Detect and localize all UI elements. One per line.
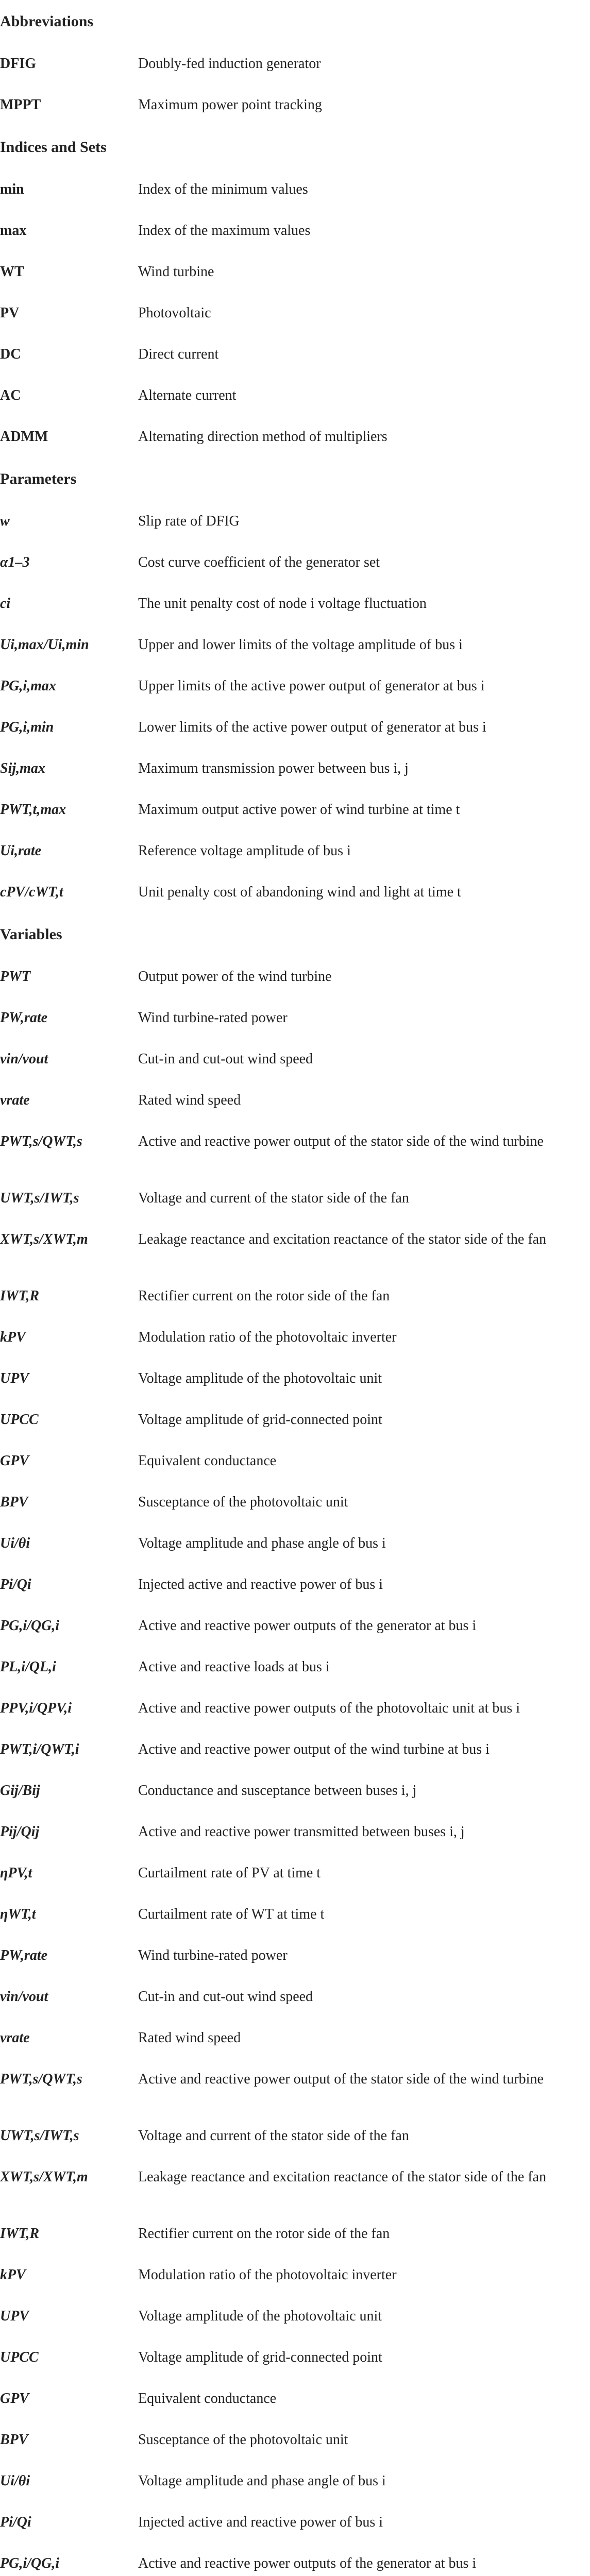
description: Index of the minimum values bbox=[138, 181, 308, 197]
nomenclature-row bbox=[0, 2419, 590, 2461]
symbol: Pij/Qij bbox=[0, 1824, 40, 1840]
description: Active and reactive power output of the stator side of the wind turbine bbox=[138, 1133, 544, 1149]
nomenclature-row bbox=[0, 1564, 590, 1605]
description: Curtailment rate of PV at time t bbox=[138, 1865, 321, 1881]
nomenclature-row bbox=[0, 1219, 590, 1276]
symbol: AC bbox=[0, 387, 21, 403]
description: Susceptance of the photovoltaic unit bbox=[138, 1494, 348, 1510]
description: Upper and lower limits of the voltage amplitude of bus i bbox=[138, 637, 463, 653]
symbol: PPV,i/QPV,i bbox=[0, 1700, 72, 1716]
description: Rated wind speed bbox=[138, 2030, 241, 2046]
description: Active and reactive power outputs of the generator at bus i bbox=[138, 2555, 477, 2571]
nomenclature-row bbox=[0, 2255, 590, 2296]
description: Equivalent conductance bbox=[138, 2391, 277, 2406]
description: Doubly-fed induction generator bbox=[138, 56, 321, 72]
section-heading: Parameters bbox=[0, 470, 77, 487]
nomenclature-section bbox=[0, 0, 590, 126]
description: Wind turbine bbox=[138, 264, 214, 280]
symbol: XWT,s/XWT,m bbox=[0, 1231, 88, 1247]
description: Curtailment rate of WT at time t bbox=[138, 1906, 325, 1922]
nomenclature-row bbox=[0, 375, 590, 416]
symbol: PV bbox=[0, 305, 20, 321]
symbol: XWT,s/XWT,m bbox=[0, 2169, 88, 2185]
symbol: PWT,s/QWT,s bbox=[0, 1133, 82, 1149]
description: Active and reactive power output of the wind turbine at bus i bbox=[138, 1741, 490, 1757]
symbol: cPV/cWT,t bbox=[0, 884, 63, 900]
nomenclature-row bbox=[0, 334, 590, 375]
description: Reference voltage amplitude of bus i bbox=[138, 843, 351, 859]
nomenclature-row bbox=[0, 1399, 590, 1440]
symbol: PG,i/QG,i bbox=[0, 1618, 60, 1634]
symbol: vin/vout bbox=[0, 1989, 48, 2005]
nomenclature-row bbox=[0, 583, 590, 624]
symbol: Ui/θi bbox=[0, 2473, 30, 2489]
description: Modulation ratio of the photovoltaic inverter bbox=[138, 2267, 397, 2283]
symbol: BPV bbox=[0, 2432, 28, 2448]
description: Leakage reactance and excitation reactance of the stator side of the fan bbox=[138, 2169, 547, 2185]
symbol: GPV bbox=[0, 2391, 29, 2406]
description: The unit penalty cost of node i voltage fluctuation bbox=[138, 596, 427, 612]
description: Active and reactive power outputs of the photovoltaic unit at bus i bbox=[138, 1700, 520, 1716]
symbol: min bbox=[0, 181, 24, 197]
description: Maximum output active power of wind turbine at time t bbox=[138, 802, 460, 818]
nomenclature-section bbox=[0, 457, 590, 913]
nomenclature-row bbox=[0, 872, 590, 913]
nomenclature-row bbox=[0, 1935, 590, 1976]
symbol: DC bbox=[0, 346, 21, 362]
nomenclature-row bbox=[0, 2461, 590, 2502]
nomenclature-row bbox=[0, 1276, 590, 1317]
nomenclature-row bbox=[0, 831, 590, 872]
description: Wind turbine-rated power bbox=[138, 1010, 288, 1026]
description: Wind turbine-rated power bbox=[138, 1947, 288, 1963]
symbol: ηWT,t bbox=[0, 1906, 36, 1922]
symbol: PWT,i/QWT,i bbox=[0, 1741, 79, 1757]
symbol: Sij,max bbox=[0, 760, 45, 776]
symbol: IWT,R bbox=[0, 2226, 40, 2242]
description: Cut-in and cut-out wind speed bbox=[138, 1989, 313, 2005]
description: Rectifier current on the rotor side of the fan bbox=[138, 2226, 390, 2242]
nomenclature-row bbox=[0, 2502, 590, 2543]
description: Modulation ratio of the photovoltaic inverter bbox=[138, 1329, 397, 1345]
nomenclature-row bbox=[0, 542, 590, 583]
nomenclature-row bbox=[0, 1605, 590, 1647]
symbol: Ui,rate bbox=[0, 843, 42, 859]
nomenclature-row bbox=[0, 43, 590, 84]
symbol: UWT,s/IWT,s bbox=[0, 2128, 79, 2144]
description: Injected active and reactive power of bus i bbox=[138, 1577, 383, 1592]
description: Upper limits of the active power output of generator at bus i bbox=[138, 678, 485, 694]
symbol: WT bbox=[0, 264, 24, 280]
symbol: Gij/Bij bbox=[0, 1783, 40, 1799]
nomenclature-row bbox=[0, 997, 590, 1039]
nomenclature-row bbox=[0, 707, 590, 748]
nomenclature-row bbox=[0, 748, 590, 789]
symbol: Ui/θi bbox=[0, 1535, 30, 1551]
section-heading: Indices and Sets bbox=[0, 139, 107, 156]
nomenclature-row bbox=[0, 2018, 590, 2059]
description: Photovoltaic bbox=[138, 305, 211, 321]
nomenclature-row bbox=[0, 2337, 590, 2378]
description: Active and reactive loads at bus i bbox=[138, 1659, 330, 1675]
description: Maximum transmission power between bus i, j bbox=[138, 760, 409, 776]
description: Voltage and current of the stator side of the fan bbox=[138, 2128, 409, 2144]
nomenclature-row bbox=[0, 2213, 590, 2255]
nomenclature-row bbox=[0, 2115, 590, 2157]
symbol: vrate bbox=[0, 1092, 30, 1108]
symbol: PG,i/QG,i bbox=[0, 2555, 60, 2571]
nomenclature-row bbox=[0, 1976, 590, 2018]
nomenclature-row bbox=[0, 1647, 590, 1688]
symbol: PG,i,min bbox=[0, 719, 54, 735]
nomenclature-row bbox=[0, 1853, 590, 1894]
section-heading: Variables bbox=[0, 926, 62, 943]
symbol: α1–3 bbox=[0, 554, 30, 570]
description: Equivalent conductance bbox=[138, 1453, 277, 1469]
description: Voltage amplitude of the photovoltaic unit bbox=[138, 1370, 382, 1386]
description: Voltage amplitude of grid-connected point bbox=[138, 2349, 382, 2365]
description: Unit penalty cost of abandoning wind and light at time t bbox=[138, 884, 461, 900]
symbol: PW,rate bbox=[0, 1010, 48, 1026]
symbol: Pi/Qi bbox=[0, 2514, 31, 2530]
nomenclature-row bbox=[0, 210, 590, 251]
nomenclature-section bbox=[0, 913, 590, 2576]
symbol: vin/vout bbox=[0, 1051, 48, 1067]
section-heading: Abbreviations bbox=[0, 13, 94, 30]
nomenclature-row bbox=[0, 1688, 590, 1729]
nomenclature-row bbox=[0, 1358, 590, 1399]
description: Susceptance of the photovoltaic unit bbox=[138, 2432, 348, 2448]
description: Active and reactive power output of the stator side of the wind turbine bbox=[138, 2071, 544, 2087]
nomenclature-row bbox=[0, 293, 590, 334]
symbol: PWT,t,max bbox=[0, 802, 66, 818]
symbol: Pi/Qi bbox=[0, 1577, 31, 1592]
symbol: Ui,max/Ui,min bbox=[0, 637, 89, 653]
nomenclature-row bbox=[0, 624, 590, 666]
nomenclature-row bbox=[0, 169, 590, 210]
description: Rectifier current on the rotor side of the fan bbox=[138, 1288, 390, 1304]
nomenclature-row bbox=[0, 501, 590, 542]
nomenclature-row bbox=[0, 1770, 590, 1811]
description: Cost curve coefficient of the generator set bbox=[138, 554, 380, 570]
nomenclature-row bbox=[0, 1317, 590, 1358]
nomenclature-row bbox=[0, 1121, 590, 1178]
description: Voltage amplitude and phase angle of bus i bbox=[138, 2473, 386, 2489]
nomenclature-row bbox=[0, 251, 590, 293]
nomenclature-row bbox=[0, 1482, 590, 1523]
description: Lower limits of the active power output of generator at bus i bbox=[138, 719, 486, 735]
symbol: PL,i/QL,i bbox=[0, 1659, 56, 1675]
description: Slip rate of DFIG bbox=[138, 513, 240, 529]
symbol: UPCC bbox=[0, 1412, 39, 1428]
nomenclature-row bbox=[0, 956, 590, 997]
symbol: ci bbox=[0, 596, 11, 612]
symbol: UWT,s/IWT,s bbox=[0, 1190, 79, 1206]
description: Alternate current bbox=[138, 387, 237, 403]
description: Index of the maximum values bbox=[138, 223, 311, 239]
nomenclature-row bbox=[0, 2378, 590, 2419]
nomenclature-row bbox=[0, 1440, 590, 1482]
symbol: ADMM bbox=[0, 429, 48, 445]
description: Output power of the wind turbine bbox=[138, 969, 332, 985]
symbol: MPPT bbox=[0, 97, 41, 113]
nomenclature-row bbox=[0, 1178, 590, 1219]
nomenclature-row bbox=[0, 2157, 590, 2213]
nomenclature-row bbox=[0, 1080, 590, 1121]
symbol: UPCC bbox=[0, 2349, 39, 2365]
symbol: IWT,R bbox=[0, 1288, 40, 1304]
symbol: vrate bbox=[0, 2030, 30, 2046]
nomenclature-row bbox=[0, 1894, 590, 1935]
description: Voltage amplitude and phase angle of bus i bbox=[138, 1535, 386, 1551]
description: Active and reactive power transmitted between buses i, j bbox=[138, 1824, 465, 1840]
nomenclature-row bbox=[0, 416, 590, 457]
nomenclature-row bbox=[0, 1811, 590, 1853]
description: Injected active and reactive power of bus i bbox=[138, 2514, 383, 2530]
symbol: kPV bbox=[0, 2267, 26, 2283]
symbol: GPV bbox=[0, 1453, 29, 1469]
symbol: UPV bbox=[0, 1370, 29, 1386]
description: Leakage reactance and excitation reactance of the stator side of the fan bbox=[138, 1231, 547, 1247]
description: Voltage and current of the stator side of the fan bbox=[138, 1190, 409, 1206]
symbol: ηPV,t bbox=[0, 1865, 32, 1881]
nomenclature-row bbox=[0, 666, 590, 707]
nomenclature-row bbox=[0, 789, 590, 831]
symbol: BPV bbox=[0, 1494, 28, 1510]
symbol: PG,i,max bbox=[0, 678, 56, 694]
nomenclature-row bbox=[0, 2059, 590, 2115]
nomenclature-row bbox=[0, 84, 590, 126]
symbol: PWT,s/QWT,s bbox=[0, 2071, 82, 2087]
description: Cut-in and cut-out wind speed bbox=[138, 1051, 313, 1067]
description: Maximum power point tracking bbox=[138, 97, 322, 113]
description: Alternating direction method of multipliers bbox=[138, 429, 387, 445]
symbol: PWT bbox=[0, 969, 31, 985]
symbol: DFIG bbox=[0, 56, 36, 72]
nomenclature-row bbox=[0, 2296, 590, 2337]
nomenclature-section bbox=[0, 126, 590, 457]
nomenclature-row bbox=[0, 1039, 590, 1080]
description: Conductance and susceptance between buses i, j bbox=[138, 1783, 417, 1799]
symbol: UPV bbox=[0, 2308, 29, 2324]
symbol: w bbox=[0, 513, 10, 529]
nomenclature-row bbox=[0, 2543, 590, 2576]
description: Rated wind speed bbox=[138, 1092, 241, 1108]
nomenclature-row bbox=[0, 1729, 590, 1770]
description: Voltage amplitude of grid-connected point bbox=[138, 1412, 382, 1428]
nomenclature-row bbox=[0, 1523, 590, 1564]
description: Voltage amplitude of the photovoltaic unit bbox=[138, 2308, 382, 2324]
symbol: max bbox=[0, 223, 27, 239]
description: Direct current bbox=[138, 346, 219, 362]
symbol: kPV bbox=[0, 1329, 26, 1345]
symbol: PW,rate bbox=[0, 1947, 48, 1963]
description: Active and reactive power outputs of the generator at bus i bbox=[138, 1618, 477, 1634]
